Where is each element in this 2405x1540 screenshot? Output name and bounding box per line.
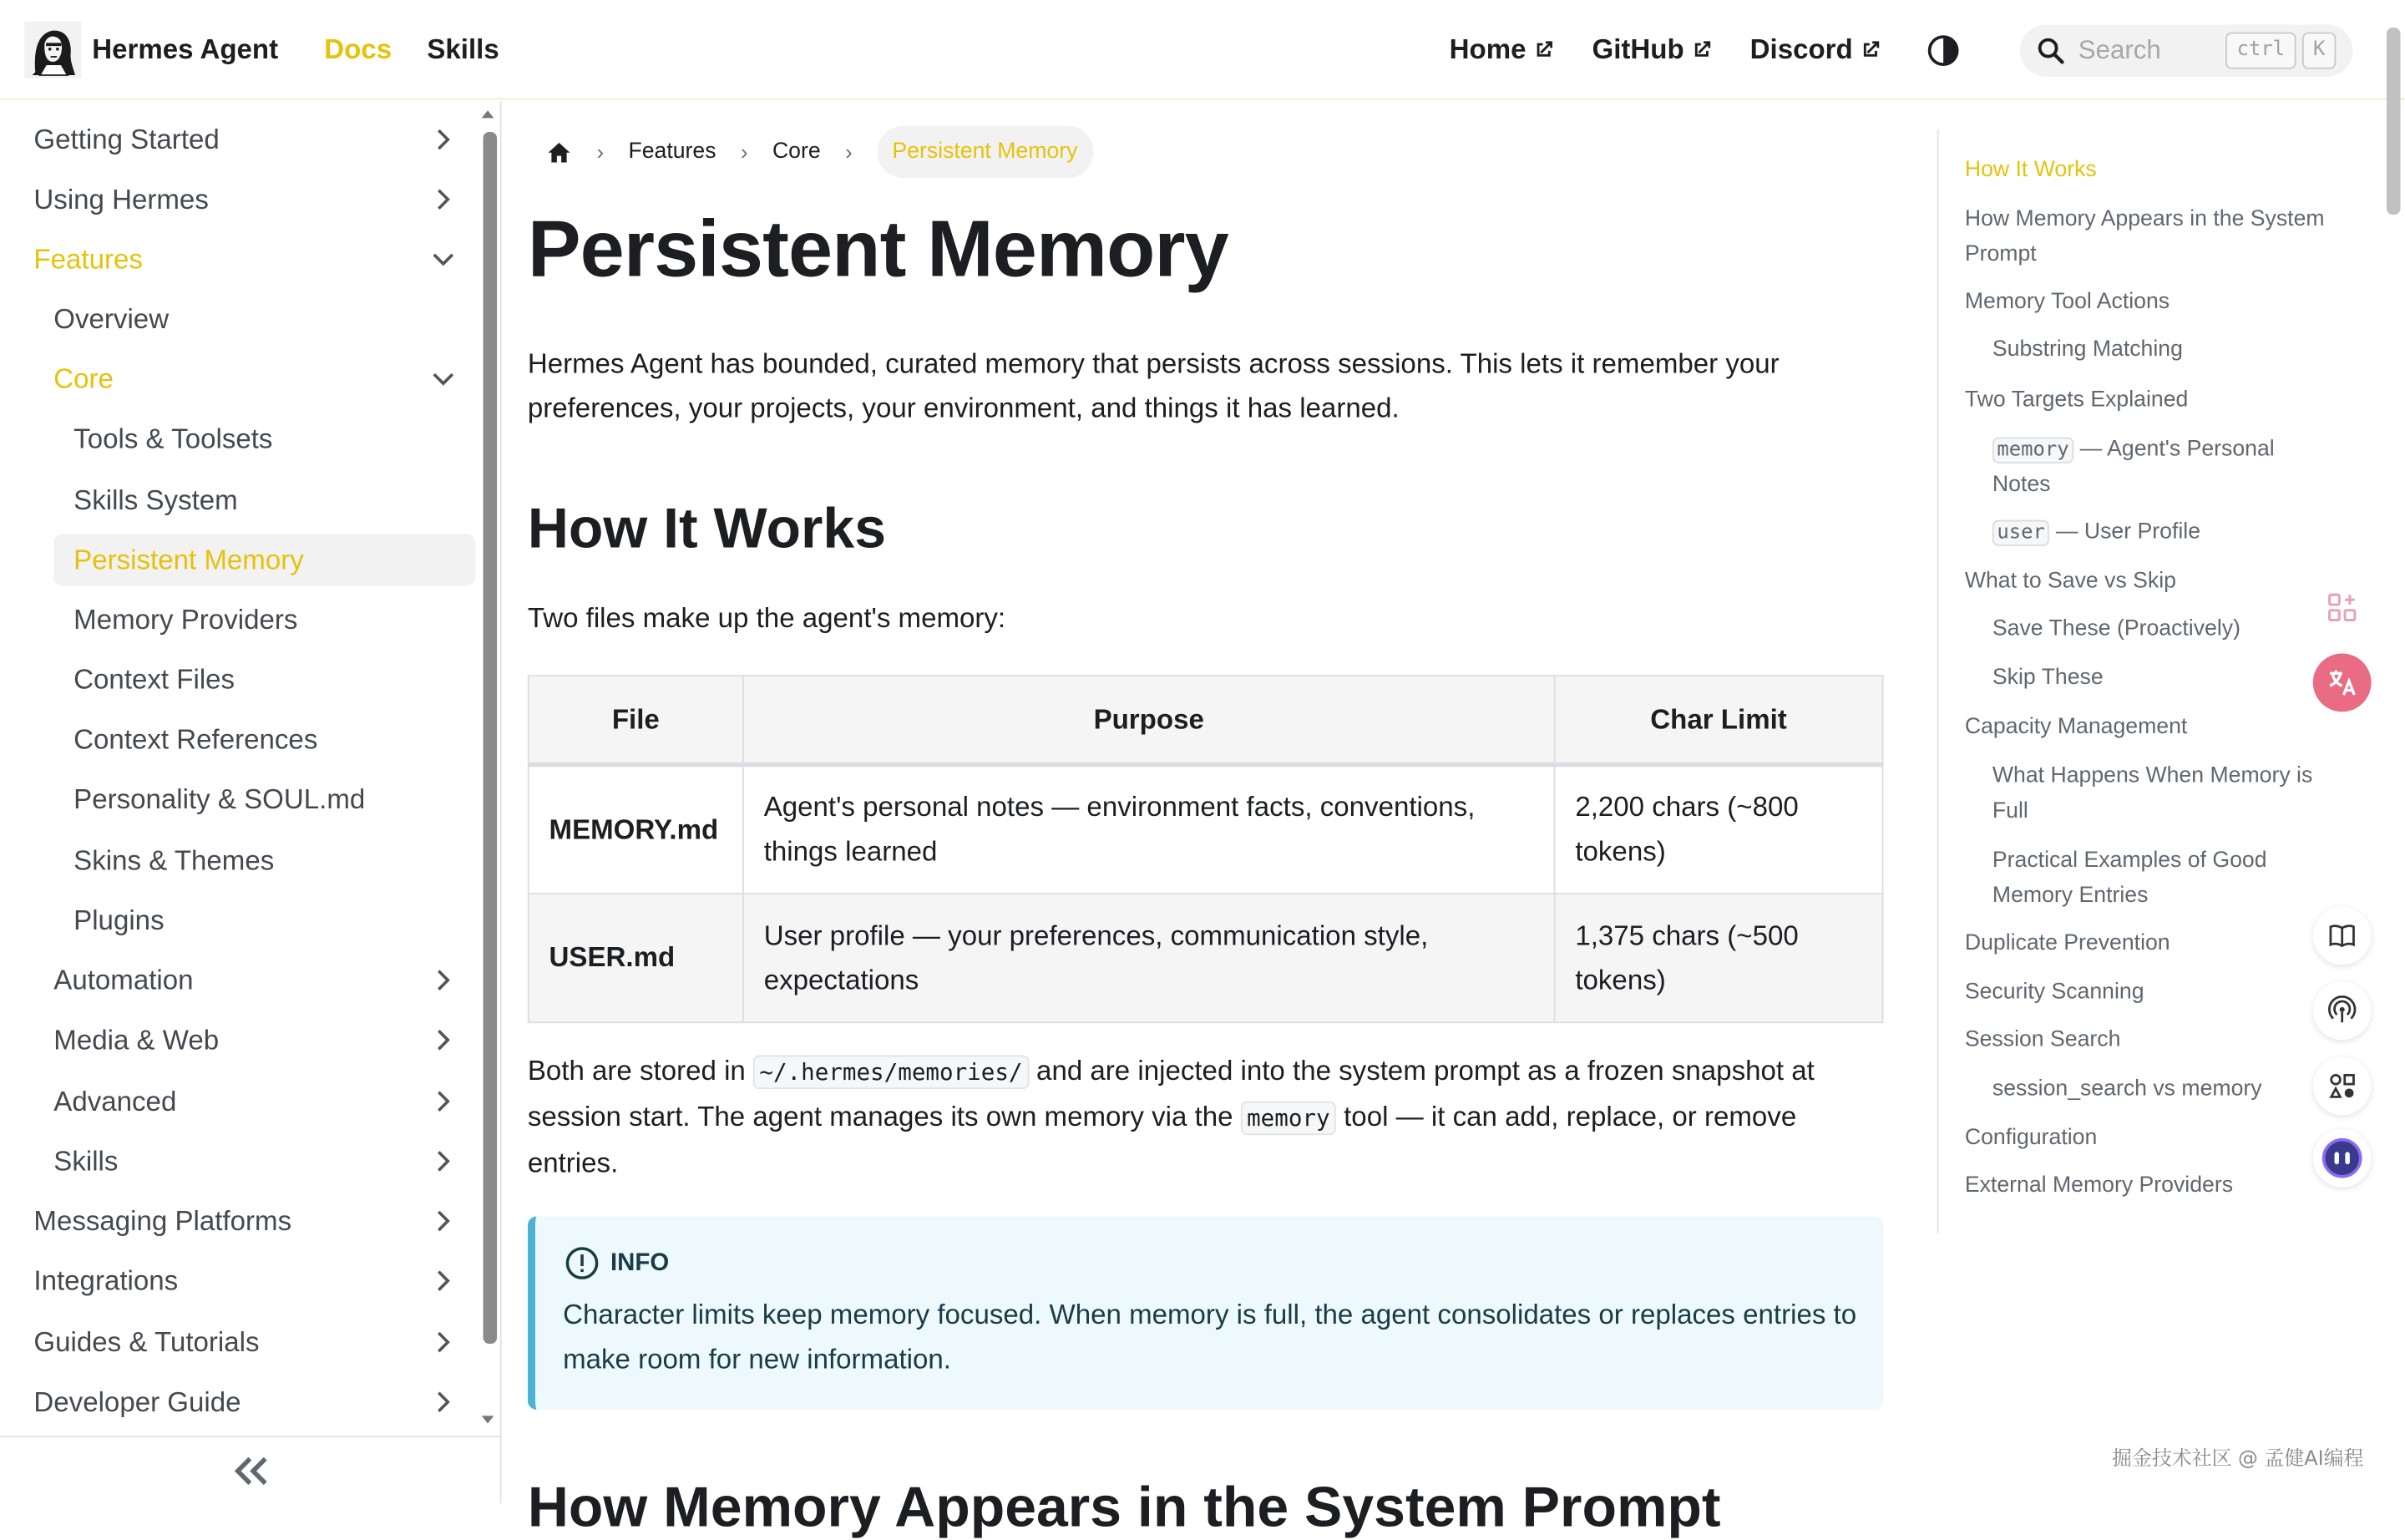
admonition-body: Character limits keep memory focused. When memory is full, the agent consolidates or replaces entries to make room for new information.	[563, 1299, 1857, 1375]
page-title: Persistent Memory	[527, 205, 1228, 295]
sidebar-item-label: Personality & SOUL.md	[73, 783, 366, 814]
toc-item-two-targets[interactable]: Two Targets Explained	[1964, 388, 2189, 413]
chevron-right-icon	[429, 126, 457, 154]
toc-item-external-providers[interactable]: External Memory Providers	[1964, 1173, 2234, 1198]
toc-item-substring-matching[interactable]: Substring Matching	[1992, 337, 2183, 362]
sidebar-item-tools-toolsets[interactable]	[73, 413, 466, 464]
home-icon[interactable]	[546, 139, 572, 165]
two-files-paragraph: Two files make up the agent's memory:	[527, 602, 1006, 634]
apps-icon	[2325, 590, 2358, 624]
sidebar-item-personality-soul[interactable]	[73, 773, 466, 825]
heading-system-prompt: How Memory Appears in the System Prompt	[527, 1475, 1721, 1539]
sidebar-item-label: Getting Started	[33, 123, 220, 155]
sidebar-item-skins-themes[interactable]	[73, 834, 466, 886]
chevron-right-icon	[429, 1388, 457, 1416]
external-link-icon	[1532, 38, 1556, 62]
sidebar-item-label: Using Hermes	[33, 183, 209, 215]
shapes-tool-button[interactable]	[2313, 1057, 2372, 1116]
toc-item-how-it-works[interactable]: How It Works	[1964, 158, 2097, 183]
memories-path-code: ~/.hermes/memories/	[753, 1056, 1029, 1089]
table-cell: Agent's personal notes — environment facts, conventions, things learned	[743, 765, 1555, 894]
chevron-right-icon	[429, 966, 457, 994]
sidebar-item-automation[interactable]	[53, 954, 466, 1006]
sidebar-item-skills-system[interactable]	[73, 474, 466, 526]
chevron-right-icon	[429, 1329, 457, 1356]
toc-item-system-prompt[interactable]: How Memory Appears in the System Prompt	[1964, 206, 2325, 267]
sidebar-item-label: Features	[33, 243, 143, 274]
table-cell: 1,375 chars (~500 tokens)	[1555, 894, 1883, 1022]
scroll-up-arrow-icon[interactable]	[480, 108, 495, 120]
sidebar-item-context-references[interactable]	[73, 713, 466, 765]
sidebar-item-context-files[interactable]	[73, 653, 466, 705]
nav-github-link[interactable]	[1592, 33, 1713, 66]
toc-item-user-target[interactable]	[1992, 515, 2200, 550]
breadcrumb-separator: ›	[740, 139, 748, 165]
external-link-icon	[1859, 38, 1882, 62]
toc-item-capacity-management[interactable]: Capacity Management	[1964, 714, 2188, 740]
table-of-contents	[1937, 129, 2352, 1233]
sidebar-item-integrations[interactable]	[33, 1254, 466, 1306]
breadcrumb-features[interactable]: Features	[628, 139, 716, 165]
sidebar-item-core[interactable]	[53, 352, 466, 404]
breadcrumb-current: Persistent Memory	[877, 126, 1093, 178]
sidebar-item-guides-tutorials[interactable]	[33, 1316, 466, 1368]
table-cell: 2,200 chars (~800 tokens)	[1555, 765, 1883, 894]
sidebar-item-label: Memory Providers	[73, 603, 298, 635]
toc-item-session-search[interactable]: Session Search	[1964, 1027, 2121, 1052]
nav-skills-link[interactable]: Skills	[427, 33, 499, 64]
sidebar-item-label: Guides & Tutorials	[33, 1325, 260, 1357]
book-icon	[2327, 920, 2357, 951]
table-cell: USER.md	[529, 894, 743, 1022]
chevron-down-icon	[429, 246, 457, 273]
storage-text-1: Both are stored in	[527, 1055, 754, 1087]
brand-link[interactable]	[24, 21, 278, 78]
collapse-sidebar-icon	[230, 1453, 271, 1487]
admonition-title: INFO	[610, 1249, 670, 1276]
chevron-right-icon	[429, 1208, 457, 1235]
toc-item-practical-examples[interactable]: Practical Examples of Good Memory Entries	[1992, 848, 2267, 909]
sidebar-item-developer-guide[interactable]	[33, 1376, 466, 1428]
sidebar-item-label: Overview	[53, 302, 170, 334]
sidebar-item-advanced[interactable]	[53, 1076, 466, 1127]
navbar	[0, 0, 2405, 99]
sidebar-item-memory-providers[interactable]	[73, 594, 466, 646]
external-link-icon	[1690, 38, 1714, 62]
sidebar-item-using-hermes[interactable]	[33, 174, 466, 225]
chevron-right-icon	[429, 1087, 457, 1115]
assistant-bot-icon	[2321, 1137, 2363, 1179]
toc-item-memory-full[interactable]: What Happens When Memory is Full	[1992, 763, 2313, 824]
sidebar-item-label: Developer Guide	[33, 1385, 241, 1417]
sidebar-item-getting-started[interactable]	[33, 114, 466, 165]
toc-item-label: — Agent's Personal Notes	[1992, 437, 2275, 498]
breadcrumb	[528, 126, 1093, 178]
theme-toggle-icon[interactable]	[1925, 32, 1962, 68]
search-box[interactable]	[2020, 23, 2353, 75]
breadcrumb-core[interactable]: Core	[772, 139, 821, 165]
chevron-right-icon	[429, 1026, 457, 1054]
toc-item-memory-target[interactable]	[1992, 433, 2337, 503]
collapse-sidebar-button[interactable]	[0, 1436, 502, 1503]
search-placeholder: Search	[2078, 34, 2161, 64]
admonition-heading	[565, 1245, 669, 1280]
sidebar-item-label: Tools & Toolsets	[73, 423, 273, 453]
table-row	[529, 765, 1883, 894]
table-cell: User profile — your preferences, communication style, expectations	[743, 894, 1555, 1022]
broadcast-icon	[2327, 995, 2357, 1026]
toc-item-what-to-save[interactable]: What to Save vs Skip	[1964, 569, 2176, 594]
toc-item-skip-these[interactable]: Skip These	[1992, 666, 2104, 691]
table-header: File	[529, 676, 743, 765]
table-cell: MEMORY.md	[529, 765, 743, 894]
storage-text-2: and are injected into the system prompt as a frozen snapshot at session start. The agent manages its own memory via the	[527, 1055, 1815, 1132]
nav-github-label: GitHub	[1592, 33, 1684, 65]
assistant-tool-button[interactable]	[2313, 1129, 2372, 1188]
nav-home-label: Home	[1449, 33, 1527, 65]
sidebar-item-label: Plugins	[73, 904, 165, 935]
sidebar-item-media-web[interactable]	[53, 1014, 466, 1066]
chevron-right-icon	[429, 1147, 457, 1175]
translate-tool-button[interactable]	[2313, 653, 2372, 712]
table-header: Purpose	[743, 676, 1555, 765]
info-icon	[565, 1245, 600, 1280]
sidebar-item-label: Advanced	[53, 1085, 177, 1117]
chevron-down-icon	[429, 365, 457, 393]
toc-item-duplicate-prevention[interactable]: Duplicate Prevention	[1964, 930, 2170, 956]
toc-item-configuration[interactable]: Configuration	[1964, 1126, 2098, 1151]
storage-paragraph	[528, 1049, 1884, 1185]
apps-tool-button[interactable]	[2313, 578, 2372, 636]
sidebar-item-label: Skills	[53, 1145, 119, 1176]
sidebar-item-messaging-platforms[interactable]	[33, 1195, 466, 1247]
sidebar-item-label: Messaging Platforms	[33, 1204, 292, 1236]
reader-tool-button[interactable]	[2313, 907, 2372, 965]
translate-icon	[2324, 664, 2361, 701]
sidebar-item-overview[interactable]	[53, 293, 466, 345]
search-icon	[2035, 34, 2066, 65]
toc-item-label: — User Profile	[2049, 519, 2201, 545]
intro-paragraph: Hermes Agent has bounded, curated memory that persists across sessions. This lets it remember your preferences, your projects, your environment, and things it has learned.	[527, 347, 1780, 423]
watermark-text: 掘金技术社区 @ 孟健AI编程	[2112, 1447, 2364, 1472]
brand-title: Hermes Agent	[92, 33, 279, 64]
storage-text-3: tool — it can add, replace, or remove entries.	[527, 1101, 1797, 1178]
sidebar-scrollbar[interactable]	[484, 132, 498, 1344]
toc-item-memory-tool-actions[interactable]: Memory Tool Actions	[1964, 290, 2170, 315]
sidebar-item-label: Integrations	[33, 1264, 179, 1296]
kbd-k: K	[2302, 32, 2336, 68]
breadcrumb-separator: ›	[596, 139, 605, 165]
memory-files-table	[528, 675, 1884, 1023]
navbar-right	[1450, 0, 2405, 99]
sidebar-item-label: Context Files	[73, 663, 235, 695]
chevron-right-icon	[429, 185, 457, 213]
table-row	[529, 894, 1883, 1022]
heading-how-it-works: How It Works	[527, 497, 887, 560]
nav-discord-link[interactable]	[1750, 33, 1882, 66]
toc-code-memory: memory	[1992, 437, 2073, 463]
nav-docs-link[interactable]: Docs	[324, 33, 392, 64]
scroll-down-arrow-icon[interactable]	[480, 1414, 495, 1426]
nav-home-link[interactable]	[1450, 33, 1556, 66]
memory-tool-code: memory	[1241, 1102, 1336, 1135]
kbd-ctrl: ctrl	[2225, 32, 2296, 68]
chevron-right-icon	[429, 1267, 457, 1294]
table-header: Char Limit	[1555, 676, 1883, 765]
page-scrollbar[interactable]	[2387, 28, 2401, 215]
logo-icon	[24, 21, 81, 78]
toc-code-user: user	[1992, 520, 2050, 546]
toc-item-save-these[interactable]: Save These (Proactively)	[1992, 616, 2240, 641]
sidebar-item-label: Media & Web	[53, 1024, 220, 1055]
sidebar	[0, 101, 502, 1503]
sidebar-item-label: Automation	[53, 964, 194, 995]
sidebar-item-plugins[interactable]	[73, 894, 466, 946]
sidebar-item-label: Context References	[73, 723, 318, 754]
sidebar-item-label: Skills System	[73, 484, 238, 515]
nav-discord-label: Discord	[1749, 33, 1853, 65]
sidebar-item-label: Skins & Themes	[73, 844, 275, 875]
toc-item-session-search-vs-memory[interactable]: session_search vs memory	[1992, 1076, 2262, 1102]
shapes-icon	[2327, 1071, 2357, 1102]
toc-item-security-scanning[interactable]: Security Scanning	[1964, 980, 2144, 1006]
sidebar-item-label: Persistent Memory	[73, 544, 304, 575]
breadcrumb-separator: ›	[845, 139, 853, 165]
broadcast-tool-button[interactable]	[2313, 982, 2372, 1041]
sidebar-item-skills[interactable]	[53, 1135, 466, 1187]
info-admonition	[528, 1217, 1884, 1410]
sidebar-item-features[interactable]	[33, 233, 466, 285]
sidebar-item-label: Core	[53, 362, 114, 394]
sidebar-item-persistent-memory[interactable]	[53, 534, 475, 585]
